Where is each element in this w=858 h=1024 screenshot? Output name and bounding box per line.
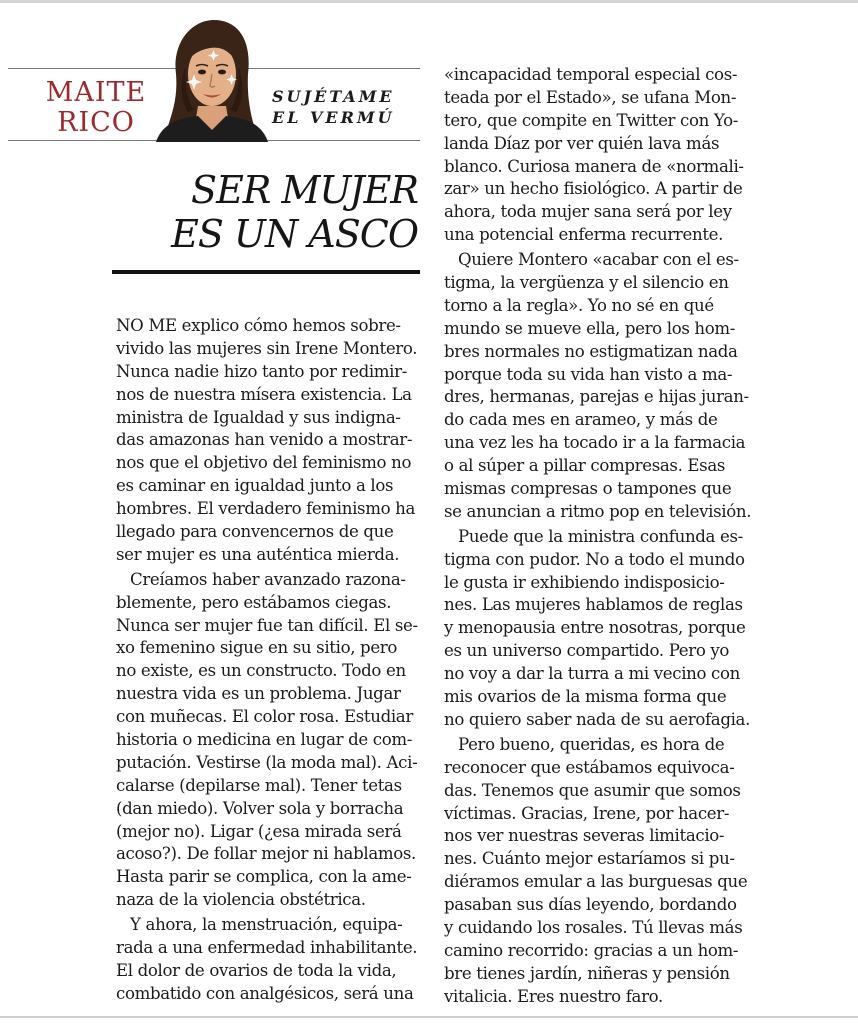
bottom-border — [0, 1016, 858, 1018]
text-line: pasaban sus días leyendo, bordando — [444, 895, 737, 915]
text-line: no quiero saber nada de su aerofagia. — [444, 709, 751, 729]
author-last-name: RICO — [57, 107, 135, 138]
text-line: le gusta ir exhibiendo indisposicio- — [444, 572, 725, 592]
text-line: es un universo compartido. Pero yo — [444, 641, 730, 661]
text-line: acoso?). De follar mejor ni hablamos. — [116, 844, 416, 864]
author-name — [44, 78, 148, 138]
text-line: historia o medicina en lugar de com- — [116, 730, 413, 750]
text-line: víctimas. Gracias, Irene, por hacer- — [444, 803, 730, 823]
text-line: combatido con analgésicos, será una — [116, 983, 414, 1003]
text-line: mundo se mueve ella, pero los hom- — [444, 318, 736, 338]
text-line: tero, que compite en Twitter con Yo- — [444, 110, 738, 130]
text-line: (dan miedo). Volver sola y borracha — [116, 798, 404, 818]
text-line: do cada mes en arameo, y más de — [444, 410, 718, 430]
text-line: calarse (depilarse mal). Tener tetas — [116, 775, 402, 795]
text-line: no existe, es un constructo. Todo en — [116, 661, 406, 681]
paragraph — [116, 569, 422, 912]
author-portrait-illustration — [148, 14, 274, 142]
text-line: bres normales no estigmatizan nada — [444, 341, 738, 361]
text-line: ahora, toda mujer sana será por ley — [444, 202, 732, 222]
text-line: das amazonas han venido a mostrar- — [116, 430, 413, 450]
text-line: naza de la violencia obstétrica. — [116, 890, 366, 910]
text-line: rada a una enfermedad inhabilitante. — [116, 938, 418, 958]
text-line: mis ovarios de la misma forma que — [444, 687, 727, 707]
text-line: y menopausia entre nosotras, porque — [444, 618, 746, 638]
text-line: llegado para convencernos de que — [116, 522, 394, 542]
text-line: nuestra vida es un problema. Jugar — [116, 684, 401, 704]
text-line: Quiere Montero «acabar con el es- — [458, 250, 739, 270]
text-line: xo femenino sigue en su sitio, pero — [116, 638, 398, 658]
text-line: nos ver nuestras severas limitacio- — [444, 826, 725, 846]
author-first-name: MAITE — [45, 77, 147, 108]
article-column-1 — [116, 315, 422, 1006]
text-line: porque toda su vida han visto a ma- — [444, 364, 733, 384]
column-tagline — [272, 86, 395, 128]
text-line: torno a la regla». Yo no sé en qué — [444, 295, 714, 315]
text-line: blanco. Curiosa manera de «normali- — [444, 156, 744, 176]
headline-divider — [112, 270, 420, 274]
top-border — [0, 0, 858, 3]
text-line: vivido las mujeres sin Irene Montero. — [116, 338, 418, 358]
text-line: vitalicia. Eres nuestro faro. — [444, 986, 663, 1006]
text-line: zar» un hecho fisiológico. A partir de — [444, 179, 743, 199]
text-line: tigma con pudor. No a todo el mundo — [444, 549, 745, 569]
text-line: El dolor de ovarios de toda la vida, — [116, 960, 397, 980]
text-line: no voy a dar la turra a mi vecino con — [444, 664, 740, 684]
text-line: Hasta parir se complica, con la ame- — [116, 867, 412, 887]
text-line: bre tienes jardín, niñeras y pensión — [444, 963, 730, 983]
paragraph — [116, 914, 422, 1006]
paragraph — [116, 315, 422, 567]
paragraph — [444, 526, 752, 732]
text-line: tigma, la vergüenza y el silencio en — [444, 273, 729, 293]
text-line: nos de nuestra mísera existencia. La — [116, 384, 412, 404]
text-line: diéramos emular a las burguesas que — [444, 872, 748, 892]
text-line: se anuncian a ritmo pop en televisión. — [444, 501, 752, 521]
text-line: Nunca nadie hizo tanto por redimir- — [116, 361, 407, 381]
article-column-2 — [444, 64, 752, 1009]
author-portrait — [148, 14, 274, 142]
text-line: una vez les ha tocado ir a la farmacia — [444, 433, 746, 453]
text-line: Puede que la ministra confunda es- — [458, 526, 743, 546]
text-line: ser mujer es una auténtica mierda. — [116, 544, 400, 564]
article-headline — [160, 168, 418, 256]
text-line: dres, hermanas, parejas e hijas juran- — [444, 387, 749, 407]
tagline-line-1: SUJÉTAME — [272, 87, 395, 106]
text-line: nes. Las mujeres hablamos de reglas — [444, 595, 743, 615]
text-line: camino recorrido: gracias a un hom- — [444, 940, 739, 960]
text-line: nes. Cuánto mejor estaríamos si pu- — [444, 849, 735, 869]
text-line: reconocer que estábamos equivoca- — [444, 757, 735, 777]
text-line: una potencial enferma recurrente. — [444, 225, 724, 245]
text-line: Pero bueno, queridas, es hora de — [458, 734, 725, 754]
text-line: «incapacidad temporal especial cos- — [444, 65, 738, 84]
tagline-line-2: EL VERMÚ — [272, 108, 395, 127]
text-line: putación. Vestirse (la moda mal). Aci- — [116, 752, 418, 772]
text-line: das. Tenemos que asumir que somos — [444, 780, 741, 800]
text-line: ministra de Igualdad y sus indigna- — [116, 407, 401, 427]
paragraph — [444, 64, 752, 247]
text-line: NO ME explico cómo hemos sobre- — [116, 316, 401, 335]
text-line: Creíamos haber avanzado razona- — [130, 569, 406, 589]
text-line: es caminar en igualdad junto a los — [116, 476, 394, 496]
text-line: (mejor no). Ligar (¿esa mirada será — [116, 821, 402, 841]
text-line: nos que el objetivo del feminismo no — [116, 453, 412, 473]
text-line: mismas compresas o tampones que — [444, 479, 732, 499]
text-line: blemente, pero estábamos ciegas. — [116, 592, 392, 612]
text-line: o al súper a pillar compresas. Esas — [444, 456, 726, 476]
text-line: Y ahora, la menstruación, equipa- — [130, 915, 403, 935]
paragraph — [444, 734, 752, 1009]
paragraph — [444, 249, 752, 524]
text-line: landa Díaz por ver quién lava más — [444, 133, 720, 153]
text-line: Nunca ser mujer fue tan difícil. El se- — [116, 615, 418, 635]
headline-line-1: SER MUJER — [191, 168, 418, 212]
headline-line-2: ES UN ASCO — [171, 212, 418, 256]
text-line: hombres. El verdadero feminismo ha — [116, 499, 416, 519]
text-line: con muñecas. El color rosa. Estudiar — [116, 707, 413, 727]
text-line: y cuidando los rosales. Tú llevas más — [444, 917, 743, 937]
text-line: teada por el Estado», se ufana Mon- — [444, 87, 737, 107]
